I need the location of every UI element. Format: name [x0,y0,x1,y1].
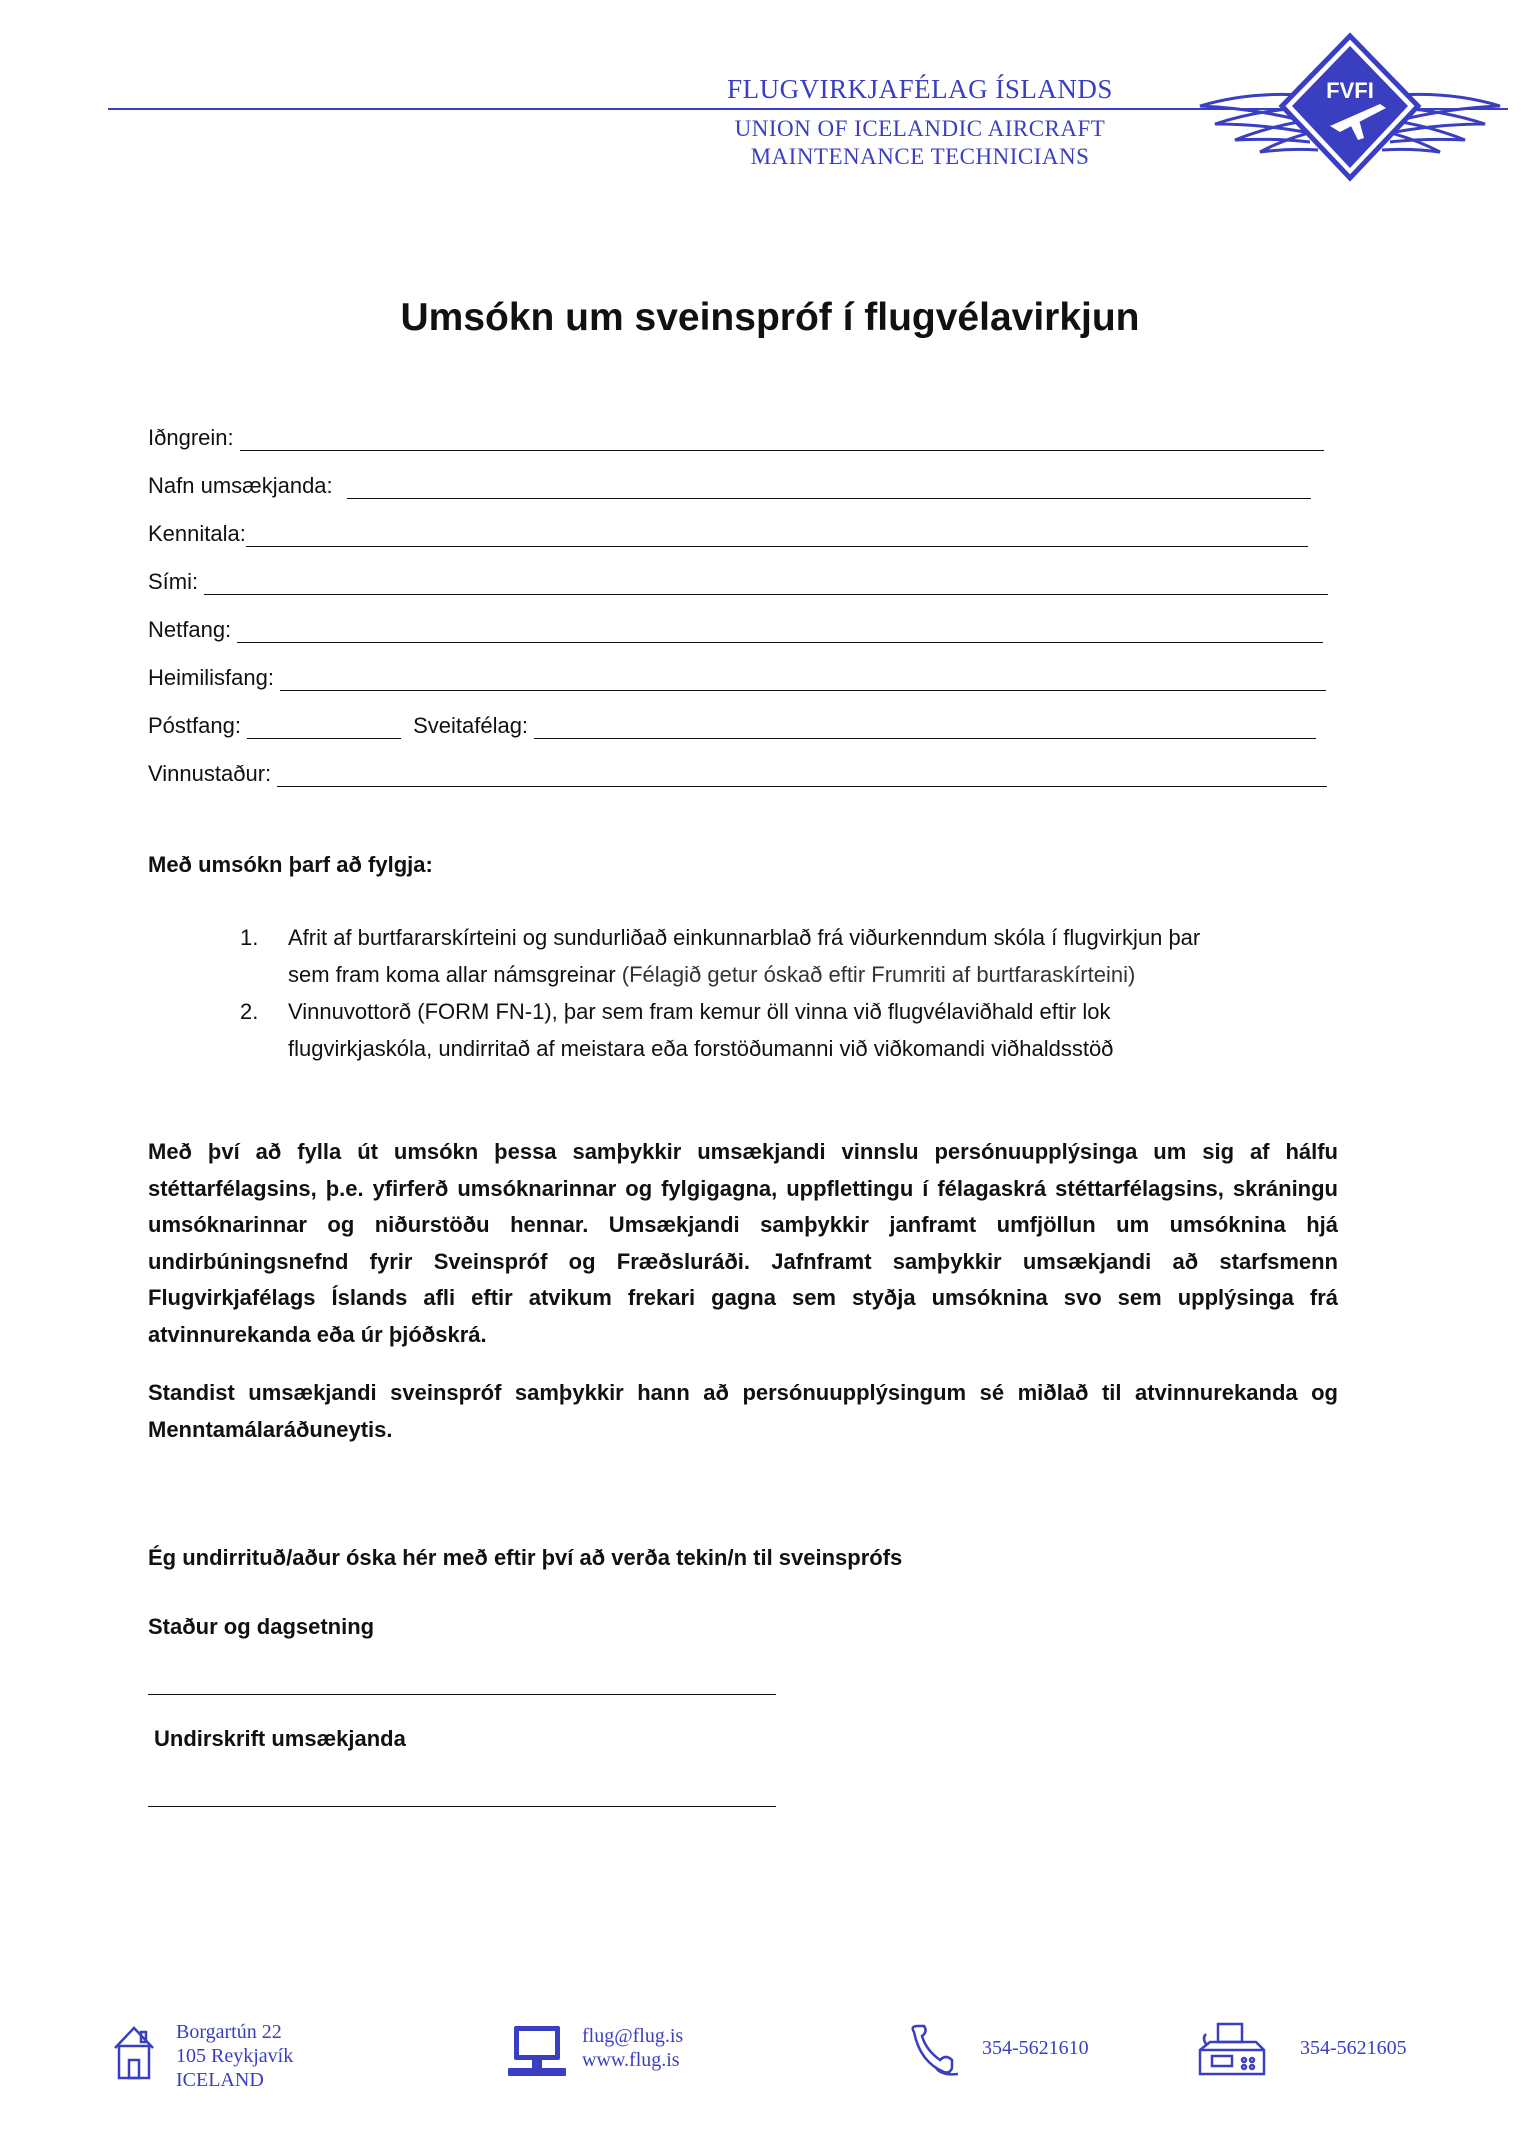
field-simi-line[interactable] [204,572,1328,595]
org-subtitle-line2: MAINTENANCE TECHNICIANS [750,144,1090,169]
field-nafn-line[interactable] [347,476,1311,499]
field-heimilisfang-line[interactable] [280,668,1326,691]
list-number: 2. [240,999,259,1024]
field-kennitala[interactable] [148,521,1308,547]
consent-paragraph: Standist umsækjandi sveinspróf samþykkir hann að persónuupplýsingum sé miðlað til atvinnurekanda og Menntamálaráðuneytis. [148,1380,1338,1442]
list-text: sem fram koma allar námsgreinar [288,962,616,987]
field-idngrein[interactable] [148,425,1324,451]
place-date-line[interactable] [148,1694,776,1695]
field-label: Sími: [148,569,199,594]
signature-line[interactable] [148,1806,776,1807]
attachments-list [148,919,1348,1067]
page-title: Umsókn um sveinspróf í flugvélavirkjun [400,296,1140,339]
list-text: flugvirkjaskóla, undirritað af meistara eða forstöðumanni við viðkomandi viðhaldsstöð [288,1036,1114,1061]
field-label: Heimilisfang: [148,665,274,690]
field-netfang[interactable] [148,617,1323,643]
address-line: Borgartún 22 [176,2021,282,2043]
field-label: Netfang: [148,617,232,642]
address-line: 105 Reykjavík [176,2045,294,2067]
logo-text: FVFI [1326,78,1374,103]
field-kennitala-line[interactable] [246,524,1308,547]
field-vinnustadur-line[interactable] [277,764,1327,787]
computer-icon [506,2024,568,2080]
field-nafn[interactable] [148,473,1311,499]
field-label: Póstfang: [148,713,241,738]
field-label: Iðngrein: [148,425,234,450]
consent-paragraph: Með því að fylla út umsókn þessa samþykkir umsækjandi vinnslu persónuupplýsinga um sig af hálfu stéttarfélagsins, þ.e. yfirferð umsóknarinnar og fylgigagna, uppflettingu í félagaskrá stéttarfélagsins, skráningu umsóknarinnar og niðurstöðu hennar. Umsækjandi samþykkir janframt umfjöllun um umsóknina hjá undirbúningsnefnd fyrir Sveinspróf og Fræðsluráði. Jafnframt samþykkir umsækjandi að starfsmenn Flugvirkjafélags Íslands afli eftir atvikum frekari gagna sem styðja umsóknina svo sem upplýsinga frá atvinnurekanda eða úr þjóðskrá. [148,1139,1338,1347]
list-item [148,993,1348,1067]
field-label: Vinnustaður: [148,761,272,786]
list-text: Afrit af burtfararskírteini og sundurliðað einkunnarblað frá viðurkenndum skóla í flugvirkjun þar [288,925,1201,950]
field-label: Sveitafélag: [413,713,529,738]
field-postfang-row[interactable] [148,713,1316,739]
org-subtitle-line1: UNION OF ICELANDIC AIRCRAFT [734,116,1106,141]
footer-address [176,2020,293,2092]
field-sveitafelag-line[interactable] [534,716,1316,739]
field-postfang-line[interactable] [247,716,401,739]
field-simi[interactable] [148,569,1328,595]
list-note: (Félagið getur óskað eftir Frumriti af burtfaraskírteini) [621,962,1136,987]
winged-emblem-icon [1180,28,1520,188]
phone-icon [906,2022,966,2078]
list-item [148,919,1348,993]
field-netfang-line[interactable] [237,620,1323,643]
list-text: Vinnuvottorð (FORM FN-1), þar sem fram kemur öll vinna við flugvélaviðhald eftir lok [288,999,1111,1024]
list-number: 1. [240,925,259,950]
attachments-heading: Með umsókn þarf að fylgja: [148,852,433,877]
footer-email[interactable]: flug@flug.is [582,2025,684,2047]
signature-request: Ég undirrituð/aður óska hér með eftir því að verða tekin/n til sveinsprófs [148,1545,903,1570]
house-icon [112,2024,156,2080]
field-label: Kennitala: [148,521,246,546]
org-name: FLUGVIRKJAFÉLAG ÍSLANDS [727,74,1113,104]
footer-phone[interactable]: 354-5621610 [982,2037,1089,2059]
footer-web[interactable]: www.flug.is [582,2049,680,2071]
field-label: Nafn umsækjanda: [148,473,333,498]
signature-label: Undirskrift umsækjanda [154,1726,406,1751]
field-idngrein-line[interactable] [240,428,1324,451]
footer-fax[interactable]: 354-5621605 [1300,2037,1407,2059]
address-line: ICELAND [176,2069,264,2091]
place-date-label: Staður og dagsetning [148,1614,375,1639]
fax-icon [1196,2020,1268,2082]
field-heimilisfang[interactable] [148,665,1326,691]
field-vinnustadur[interactable] [148,761,1327,787]
footer-contact-web [582,2024,683,2072]
